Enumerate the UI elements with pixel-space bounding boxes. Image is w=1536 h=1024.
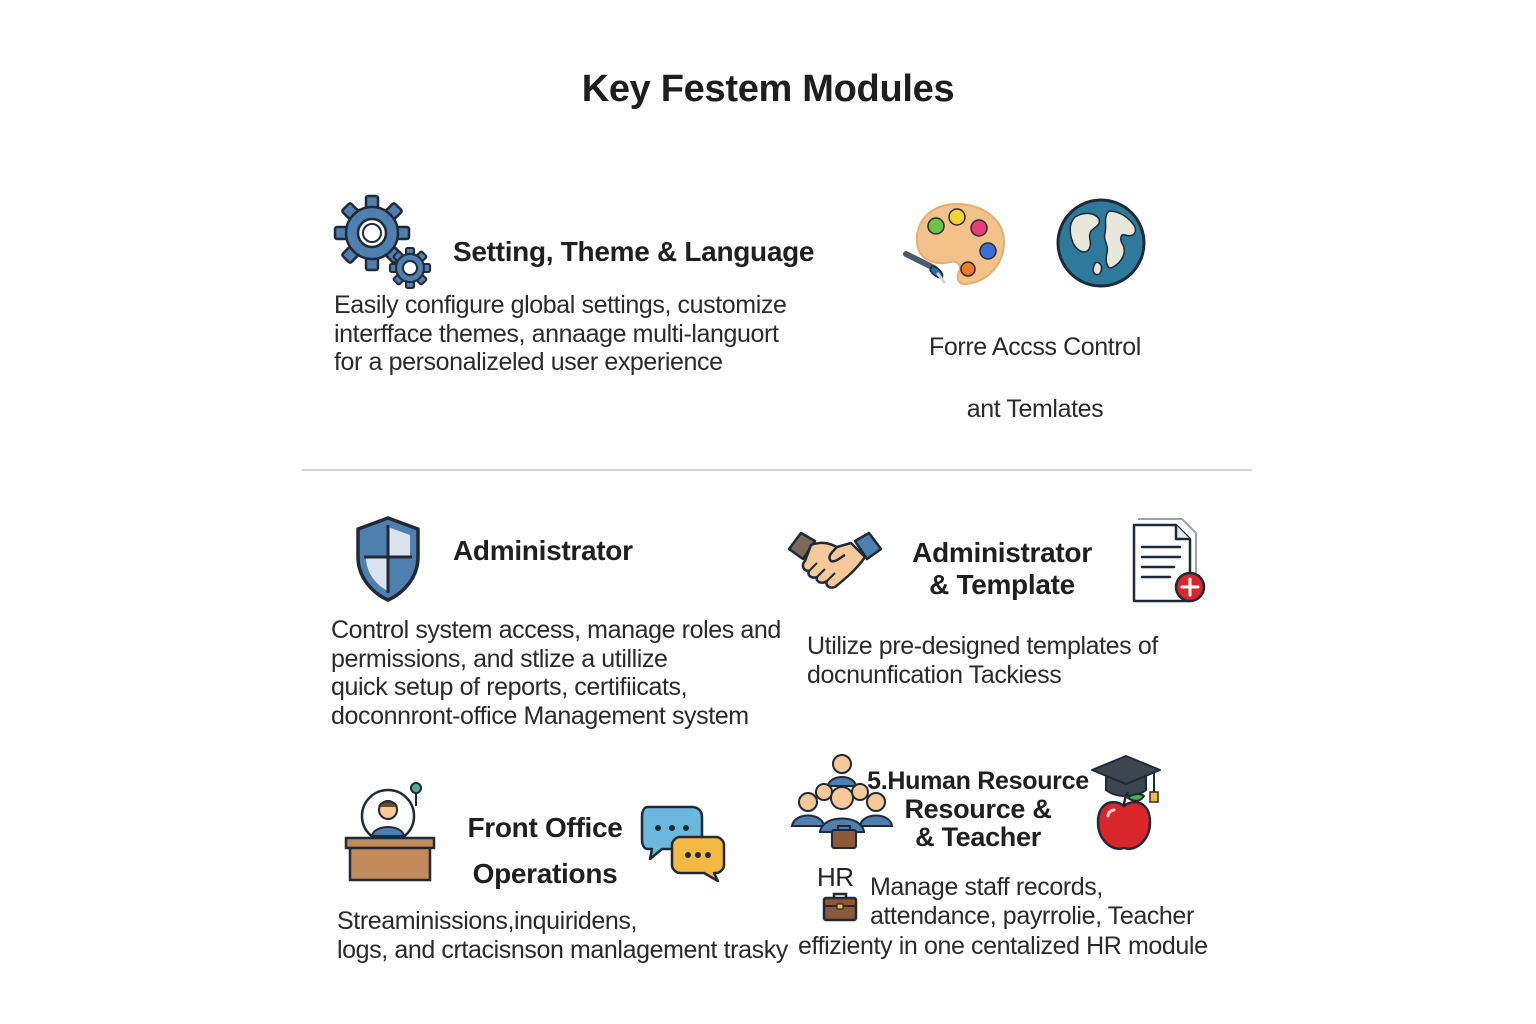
apple-icon bbox=[1094, 790, 1154, 854]
briefcase-icon bbox=[822, 892, 858, 922]
document-add-icon bbox=[1126, 515, 1210, 607]
gear-icon bbox=[335, 196, 435, 291]
handshake-icon bbox=[785, 527, 885, 593]
module-heading-admin-template: Administrator & Template bbox=[912, 537, 1092, 600]
module-desc-administrator: Control system access, manage roles and permissions, and stlize a utillize quick setup of reports, certifiicats, doconnront-office Management system bbox=[331, 616, 781, 730]
module-heading-front-office: Front Office Operations bbox=[467, 812, 623, 889]
module-desc-admin-template: Utilize pre-designed templates of docnunfication Tackiess bbox=[807, 632, 1158, 689]
receptionist-icon bbox=[344, 780, 436, 884]
section-divider bbox=[302, 469, 1252, 471]
module-desc-hr: Manage staff records, attendance, payrrolie, Teacher bbox=[870, 873, 1194, 930]
chat-bubbles-icon bbox=[640, 803, 726, 883]
globe-icon bbox=[1055, 197, 1147, 289]
module-heading-administrator: Administrator bbox=[453, 535, 633, 566]
module-desc-settings: Easily configure global settings, customize interfface themes, annaage multi-languort for a personalizeled user experience bbox=[334, 291, 787, 376]
shield-icon bbox=[354, 515, 422, 603]
module-desc-access: Forre Accss Control ant Temlates bbox=[929, 333, 1141, 423]
module-desc-front-office: Streaminissions,inquiridens, logs, and crtacisnson manlagement trasky bbox=[337, 907, 788, 964]
module-heading-hr: 5.Human Resource Resource & & Teacher bbox=[867, 767, 1089, 852]
hr-badge: HR bbox=[817, 862, 854, 892]
module-heading-settings: Setting, Theme & Language bbox=[453, 236, 815, 267]
module-desc-hr-last-line: effizienty in one centalized HR module bbox=[798, 932, 1208, 960]
palette-icon bbox=[904, 198, 1008, 290]
page-title: Key Festem Modules bbox=[581, 68, 955, 110]
